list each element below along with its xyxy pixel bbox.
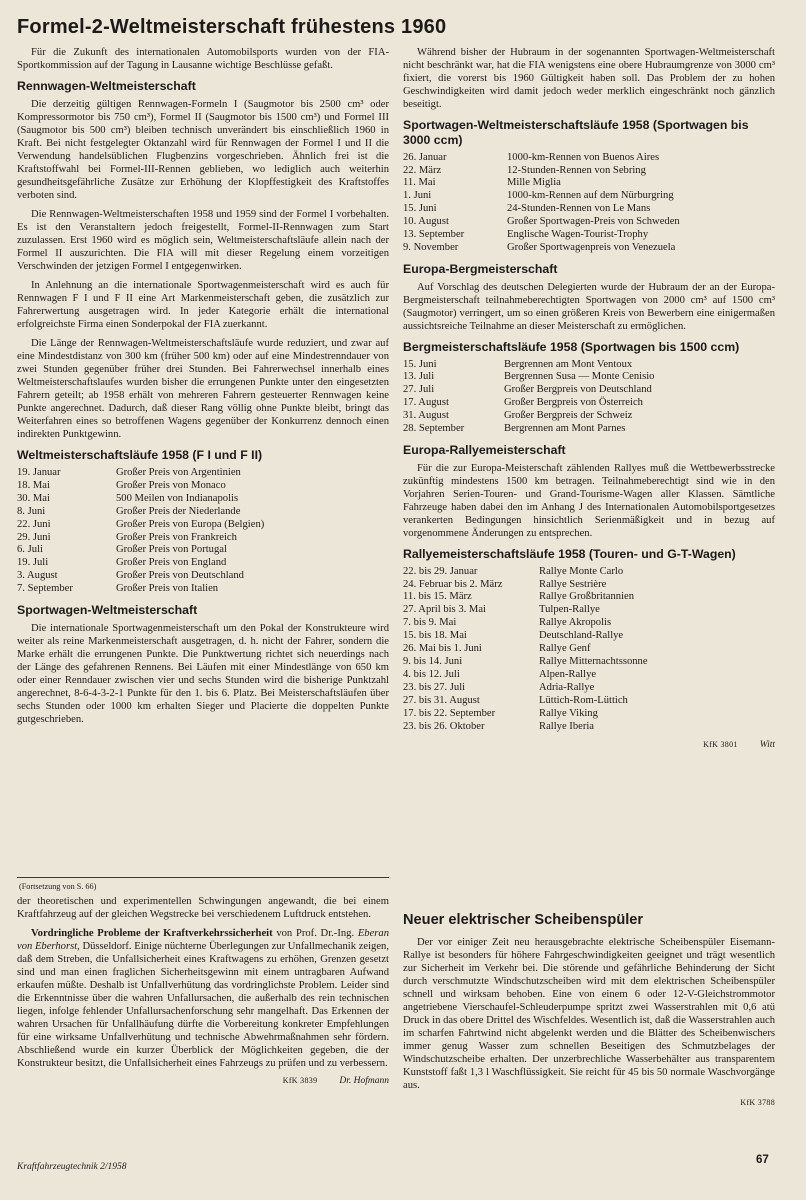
table-row bbox=[17, 493, 264, 506]
schedule-event: Englische Wagen-Tourist-Trophy bbox=[507, 229, 649, 241]
schedule-event: Großer Preis der Niederlande bbox=[116, 505, 241, 517]
schedule-event: Rallye Monte Carlo bbox=[539, 565, 624, 577]
wm-schedule-heading: Weltmeisterschaftsläufe 1958 (F I und F II) bbox=[17, 448, 263, 463]
scheibenspueler-article bbox=[403, 912, 775, 1108]
continuation-signature-reference: KfK 3839 bbox=[282, 1076, 318, 1086]
scheibenspueler-heading: Neuer elektrischer Scheibenspüler bbox=[403, 912, 644, 928]
signature-reference: KfK 3801 bbox=[703, 739, 738, 749]
schedule-date: 24. Februar bis 2. März bbox=[403, 578, 503, 590]
table-row bbox=[17, 532, 264, 545]
table-row bbox=[403, 708, 648, 721]
table-row bbox=[403, 579, 648, 592]
schedule-event: Adria-Rallye bbox=[539, 681, 595, 693]
scheibenspueler-signature bbox=[403, 1098, 775, 1108]
schedule-date: 4. bis 12. Juli bbox=[403, 669, 460, 681]
page-number: 67 bbox=[756, 1154, 769, 1166]
rallye-schedule-table bbox=[403, 566, 648, 734]
sportwagen-paragraph: Die internationale Sportwagenmeisterschaft um den Pokal der Konstrukteure wird weiter als reine Markenmeisterschaft ausgetragen, d. h. nicht der Fahrer, sondern die Marke erhält die errungenen Punkte. Die Punktwertung richtet sich neuerdings nach der Länge des gefahrenen Rennens. Bei Läufen mit einer Mindestlänge von 650 km oder einer Renndauer zwischen vier und sechs Stunden wird die bisherige Punktzahl angerechnet, 8-6-4-3-2-1 Punkte für den 1. bis 6. Platz. Bei Meisterschaftsläufen über sechs Stunden oder 1000 km erhalten Sieger und Placierte die doppelten Punkte gutgeschrieben. bbox=[17, 622, 389, 725]
left-column bbox=[17, 46, 389, 732]
schedule-date: 13. Juli bbox=[403, 371, 435, 383]
problem-text: , Düsseldorf. Einige nüchterne Überlegungen zur Unfallmechanik zeigen, daß dem Streben, die Unfallsicherheit eines Kraftwagens zu erhöhen, Grenzen gesetzt sind und man einen fraglichen Sicherheitsgewinn mit einem untragbaren Aufwand erkaufen müßte. Deshalb ist Unfallverhütung das vordringlichste Problem. Leider sind die Erkenntnisse über die wahren Unfallursachen, die außerhalb des rein technischen liegen, infolge fehlender Unfallursachenforschung sehr mangelhaft. Das Erkennen der wahren Ursachen für Unfallhäufung dürfte die Vorbereitung konkreter Empfehlungen für eine wirksame Unfallverhütung und technische Abwehrmaßnahmen sehr fördern. Abschließend wurde ein kurzer Überblick der Möglichkeiten gegeben, die der Konstrukteur besitzt, die Unfallsicherheit eines Fahrzeugs zu prüfen und zu verbessern. bbox=[17, 941, 389, 1070]
table-row bbox=[403, 203, 680, 216]
schedule-event: Lüttich-Rom-Lüttich bbox=[539, 694, 628, 706]
swm-schedule-heading: Sportwagen-Weltmeisterschaftsläufe 1958 (Sportwagen bis 3000 ccm) bbox=[403, 118, 749, 147]
table-row bbox=[403, 177, 680, 190]
schedule-event: Deutschland-Rallye bbox=[539, 630, 624, 642]
schedule-event: Bergrennen am Mont Ventoux bbox=[504, 358, 633, 370]
schedule-event: 1000-km-Rennen auf dem Nürburgring bbox=[507, 190, 674, 202]
berg-schedule-heading: Bergmeisterschaftsläufe 1958 (Sportwagen bis 1500 ccm) bbox=[403, 339, 740, 354]
table-row bbox=[403, 359, 654, 372]
schedule-date: 27. Juli bbox=[403, 384, 435, 396]
table-row bbox=[403, 242, 680, 255]
schedule-event: Tulpen-Rallye bbox=[539, 604, 600, 616]
continuation-paragraph-2 bbox=[17, 927, 389, 1070]
continuation-signature-author: Dr. Hofmann bbox=[339, 1076, 389, 1087]
continuation-note: (Fortsetzung von S. 66) bbox=[19, 882, 97, 891]
table-row bbox=[403, 630, 648, 643]
schedule-date: 1. Juni bbox=[403, 190, 432, 202]
table-row bbox=[403, 643, 648, 656]
rennwagen-paragraph-2: Die Rennwagen-Weltmeisterschaften 1958 und 1959 sind der Formel I vorbehalten. Es ist den Veranstaltern jedoch freigestellt, Formel-II-Rennwagen zum Start zuzulassen. Erst 1960 wird es möglich sein, Weltmeisterschaftsläufe allein nach der Formel II auszurichten. Die FIA will mit dieser Regelung einem vorzeitigen Verschwinden der jetzigen Formel I entgegenwirken. bbox=[17, 208, 389, 272]
schedule-date: 6. Juli bbox=[17, 544, 43, 556]
rennwagen-paragraph-3: In Anlehnung an die internationale Sportwagenmeisterschaft wird es auch für Rennwagen F I und F II eine Art Markenmeisterschaft geben, die zusätzlich zur Fahrerwertung ausgetragen wird. In jeder Kategorie erhält die international erfolgreichste Firma einen Sonderpokal der FIA zuerkannt. bbox=[17, 279, 389, 331]
table-row bbox=[17, 544, 264, 557]
table-row bbox=[403, 384, 654, 397]
continuation-block bbox=[17, 873, 389, 1088]
table-row bbox=[17, 557, 264, 570]
table-row bbox=[403, 591, 648, 604]
schedule-event: 500 Meilen von Indianapolis bbox=[116, 492, 239, 504]
schedule-date: 7. September bbox=[17, 583, 73, 595]
schedule-event: Rallye Sestrière bbox=[539, 578, 607, 590]
schedule-date: 15. Juni bbox=[403, 358, 437, 370]
scheibenspueler-paragraph: Der vor einiger Zeit neu herausgebrachte elektrische Scheibenspüler Eisemann-Rallye ist besonders für höhere Fahrgeschwindigkeiten geeignet und trägt wesentlich zur Sicherheit im Verkehr bei. Die störende und gefährliche Behinderung der Sicht durch verschmutzte Windschutzscheiben wird mit dem elektrischen Scheibenspüler schnell und wirksam behoben. Eine von einem 6 oder 12-V-Gleichstrommotor angetriebene Vierschaufel-Schleuderpumpe spritzt zwei Wasserstrahlen mit 0,6 atü Druck in das obere Drittel des Wischfeldes. Wesentlich ist, daß die Wasserstrahlen auch im scharfen Fahrtwind nicht abgelenkt werden und die Blätter des Scheibenwischers immer genug Wasser zum schnellen Beseitigen des Schmutzbelages der Windschutzscheibe erhalten. Der unzerbrechliche Wasserbehälter aus transparentem Kunststoff faßt 1,3 l Waschflüssigkeit. Sie reicht für 45 bis 50 normale Waschvorgänge aus. bbox=[403, 936, 775, 1092]
rallyemeisterschaft-paragraph: Für die zur Europa-Meisterschaft zählenden Rallyes muß die Wettbewerbsstrecke zukünftig mindestens 1500 km betragen. Teilnahmeberechtigt sind wie in den Vorjahren Serien-Touren- und Grand-Tourisme-Wagen aller Klassen. Sämtliche Fahrzeuge haben dabei den im Anhang J des Internationalen Automobilsportgesetzes verankerten Bedingungen hinsichtlich Serienmäßigkeit und in bezug auf vorgenommene Änderungen zu entsprechen. bbox=[403, 462, 775, 539]
schedule-date: 23. bis 26. Oktober bbox=[403, 720, 485, 732]
journal-footer: Kraftfahrzeugtechnik 2/1958 bbox=[17, 1162, 127, 1172]
schedule-event: 12-Stunden-Rennen von Sebring bbox=[507, 164, 646, 176]
table-row bbox=[403, 695, 648, 708]
schedule-event: Großer Preis von England bbox=[116, 557, 227, 569]
schedule-event: Rallye Akropolis bbox=[539, 617, 612, 629]
rallye-schedule-heading: Rallyemeisterschaftsläufe 1958 (Touren- und G-T-Wagen) bbox=[403, 546, 736, 561]
table-row bbox=[403, 566, 648, 579]
schedule-date: 27. bis 31. August bbox=[403, 694, 480, 706]
table-row bbox=[403, 229, 680, 242]
article-signature bbox=[403, 740, 775, 752]
schedule-date: 26. Januar bbox=[403, 151, 447, 163]
schedule-date: 29. Juni bbox=[17, 531, 51, 543]
schedule-date: 8. Juni bbox=[17, 505, 46, 517]
schedule-event: Großer Preis von Italien bbox=[116, 583, 219, 595]
schedule-event: Großer Preis von Deutschland bbox=[116, 570, 244, 582]
schedule-date: 22. März bbox=[403, 164, 442, 176]
table-row bbox=[17, 506, 264, 519]
schedule-event: 24-Stunden-Rennen von Le Mans bbox=[507, 203, 651, 215]
table-row bbox=[17, 480, 264, 493]
author-prefix: von Prof. Dr.-Ing. bbox=[272, 928, 358, 940]
schedule-date: 15. bis 18. Mai bbox=[403, 630, 467, 642]
wm-schedule-table bbox=[17, 467, 264, 596]
schedule-event: Großer Sportwagenpreis von Venezuela bbox=[507, 242, 676, 254]
schedule-date: 22. bis 29. Januar bbox=[403, 565, 478, 577]
schedule-date: 10. August bbox=[403, 216, 449, 228]
table-row bbox=[403, 604, 648, 617]
table-row bbox=[403, 669, 648, 682]
rennwagen-paragraph-1: Die derzeitig gültigen Rennwagen-Formeln I (Saugmotor bis 2500 cm³ oder Kompressormotor bis 750 cm³), Formel II (Saugmotor bis 1500 cm³) und Formel III (Saugmotor bis 500 cm³) bleiben technisch unverändert bis einschließlich 1960 in Kraft. Bei nicht festgelegter Oktanzahl wird für Rennwagen der Formel I und II die Verwendung handelsüblichen Flugbenzins vorgeschrieben. Ähnlich frei ist die Kraftstoffwahl bei Formel-III-Rennen geblieben, wo lediglich auch weiterhin gesundheitsgefährliche Zusätze zur Erhöhung der Klopffestigkeit des Kraftstoffes verboten sind. bbox=[17, 98, 389, 201]
schedule-event: Großer Preis von Monaco bbox=[116, 479, 226, 491]
schedule-event: Großer Preis von Argentinien bbox=[116, 466, 241, 478]
table-row bbox=[403, 397, 654, 410]
schedule-date: 26. Mai bis 1. Juni bbox=[403, 643, 482, 655]
schedule-event: Großer Bergpreis von Deutschland bbox=[504, 384, 652, 396]
table-row bbox=[403, 371, 654, 384]
schedule-date: 7. bis 9. Mai bbox=[403, 617, 457, 629]
schedule-date: 17. August bbox=[403, 397, 449, 409]
schedule-date: 3. August bbox=[17, 570, 58, 582]
intro-paragraph: Für die Zukunft des internationalen Automobilsports wurden von der FIA-Sportkommission auf der Tagung in Lausanne wichtige Beschlüsse gefaßt. bbox=[17, 47, 389, 72]
table-row bbox=[17, 570, 264, 583]
table-row bbox=[403, 190, 680, 203]
rennwagen-paragraph-4: Die Länge der Rennwagen-Weltmeisterschaftsläufe wurde reduziert, und zwar auf eine Mindestdistanz von 300 km (früher 500 km) oder auf eine Mindestrenndauer von zwei Stunden gegenüber früher drei Stunden. Bei Fahrerwechsel innerhalb eines Weltmeisterschaftslaufes wurden bisher die errungenen Punkte unter den eingesetzten Fahrern geteilt; ab 1958 erhält von mehreren Fahrern gesteuerter Rennwagen keine Punkte angerechnet. Dadurch, daß dieser Rang völlig ohne Punkte bleibt, bringt das Weiterfahren eines so betroffenen Wagens gegenüber der Konkurrenz dennoch einen indirekten Punktgewinn. bbox=[17, 338, 389, 441]
berg-schedule-table bbox=[403, 359, 654, 437]
author-name: Eberan von Eberhorst bbox=[17, 928, 389, 953]
schedule-date: 30. Mai bbox=[17, 492, 50, 504]
table-row bbox=[403, 216, 680, 229]
schedule-date: 17. bis 22. September bbox=[403, 707, 496, 719]
schedule-event: Alpen-Rallye bbox=[539, 669, 597, 681]
schedule-date: 28. September bbox=[403, 423, 465, 435]
schedule-event: Großer Preis von Portugal bbox=[116, 544, 227, 556]
schedule-date: 11. Mai bbox=[403, 177, 436, 189]
table-row bbox=[403, 721, 648, 734]
schedule-event: Rallye Viking bbox=[539, 707, 598, 719]
schedule-date: 22. Juni bbox=[17, 518, 51, 530]
schedule-event: Bergrennen Susa — Monte Cenisio bbox=[504, 371, 655, 383]
scheibenspueler-signature-reference: KfK 3788 bbox=[740, 1098, 775, 1108]
hubraum-paragraph: Während bisher der Hubraum in der sogenannten Sportwagen-Weltmeisterschaft nicht beschränkt war, hat die FIA wenigstens eine obere Hubraumgrenze von 3000 cm³ fixiert, die vorerst bis 1960 Gültigkeit haben soll. Das Problem der zu hohen Geschwindigkeiten wird damit jedoch weder merklich eingeschränkt noch gänzlich beseitigt. bbox=[403, 47, 775, 111]
schedule-date: 27. April bis 3. Mai bbox=[403, 604, 486, 616]
schedule-date: 9. November bbox=[403, 242, 459, 254]
table-row bbox=[403, 410, 654, 423]
schedule-event: Rallye Iberia bbox=[539, 720, 595, 732]
schedule-date: 19. Januar bbox=[17, 466, 61, 478]
schedule-event: Großer Bergpreis von Österreich bbox=[504, 397, 643, 409]
schedule-event: Mille Miglia bbox=[507, 177, 561, 189]
schedule-event: Rallye Genf bbox=[539, 643, 591, 655]
schedule-event: Großer Sportwagen-Preis von Schweden bbox=[507, 216, 680, 228]
schedule-date: 18. Mai bbox=[17, 479, 50, 491]
schedule-date: 13. September bbox=[403, 229, 465, 241]
continuation-paragraph-1: der theoretischen und experimentellen Schwingungen angewandt, die bei einem Kraftfahrzeug auf der gleichen Wegstrecke bei verschiedenem Luftdruck entstehen. bbox=[17, 896, 389, 921]
schedule-event: Großer Bergpreis der Schweiz bbox=[504, 410, 633, 422]
schedule-date: 19. Juli bbox=[17, 557, 49, 569]
table-row bbox=[17, 467, 264, 480]
section-divider bbox=[17, 877, 389, 878]
schedule-event: Rallye Großbritannien bbox=[539, 591, 635, 603]
rennwagen-heading: Rennwagen-Weltmeisterschaft bbox=[17, 79, 196, 94]
schedule-date: 23. bis 27. Juli bbox=[403, 681, 466, 693]
table-row bbox=[17, 519, 264, 532]
table-row bbox=[17, 583, 264, 596]
schedule-event: Rallye Mitternachtssonne bbox=[539, 656, 648, 668]
right-column bbox=[403, 46, 775, 751]
table-row bbox=[403, 423, 654, 436]
schedule-date: 11. bis 15. März bbox=[403, 591, 472, 603]
swm-schedule-table bbox=[403, 152, 680, 255]
table-row bbox=[403, 617, 648, 630]
table-row bbox=[403, 152, 680, 165]
sportwagen-heading: Sportwagen-Weltmeisterschaft bbox=[17, 603, 198, 618]
problem-title: Vordringliche Probleme der Kraftverkehrssicherheit bbox=[31, 928, 273, 940]
schedule-date: 9. bis 14. Juni bbox=[403, 656, 463, 668]
schedule-event: Bergrennen am Mont Parnes bbox=[504, 423, 626, 435]
table-row bbox=[403, 682, 648, 695]
page-title: Formel-2-Weltmeisterschaft frühestens 1960 bbox=[17, 16, 447, 38]
schedule-event: Großer Preis von Europa (Belgien) bbox=[116, 518, 265, 530]
schedule-date: 31. August bbox=[403, 410, 449, 422]
bergmeisterschaft-heading: Europa-Bergmeisterschaft bbox=[403, 261, 558, 276]
rallyemeisterschaft-heading: Europa-Rallyemeisterschaft bbox=[403, 443, 566, 458]
continuation-signature bbox=[17, 1076, 389, 1088]
bergmeisterschaft-paragraph: Auf Vorschlag des deutschen Delegierten wurde der Hubraum der an der Europa-Bergmeisterschaft teilnahmeberechtigten Sportwagen von 2000 cm³ auf 1500 cm³ (Saugmotor) verringert, um so einen größeren Kreis von Bewerbern eine einigermaßen aussichtsreiche Teilnahme an dieser Meisterschaft zu ermöglichen. bbox=[403, 281, 775, 332]
schedule-event: 1000-km-Rennen von Buenos Aires bbox=[507, 151, 660, 163]
schedule-date: 15. Juni bbox=[403, 203, 437, 215]
table-row bbox=[403, 656, 648, 669]
table-row bbox=[403, 165, 680, 178]
signature-author: Witt bbox=[759, 739, 775, 750]
schedule-event: Großer Preis von Frankreich bbox=[116, 531, 237, 543]
